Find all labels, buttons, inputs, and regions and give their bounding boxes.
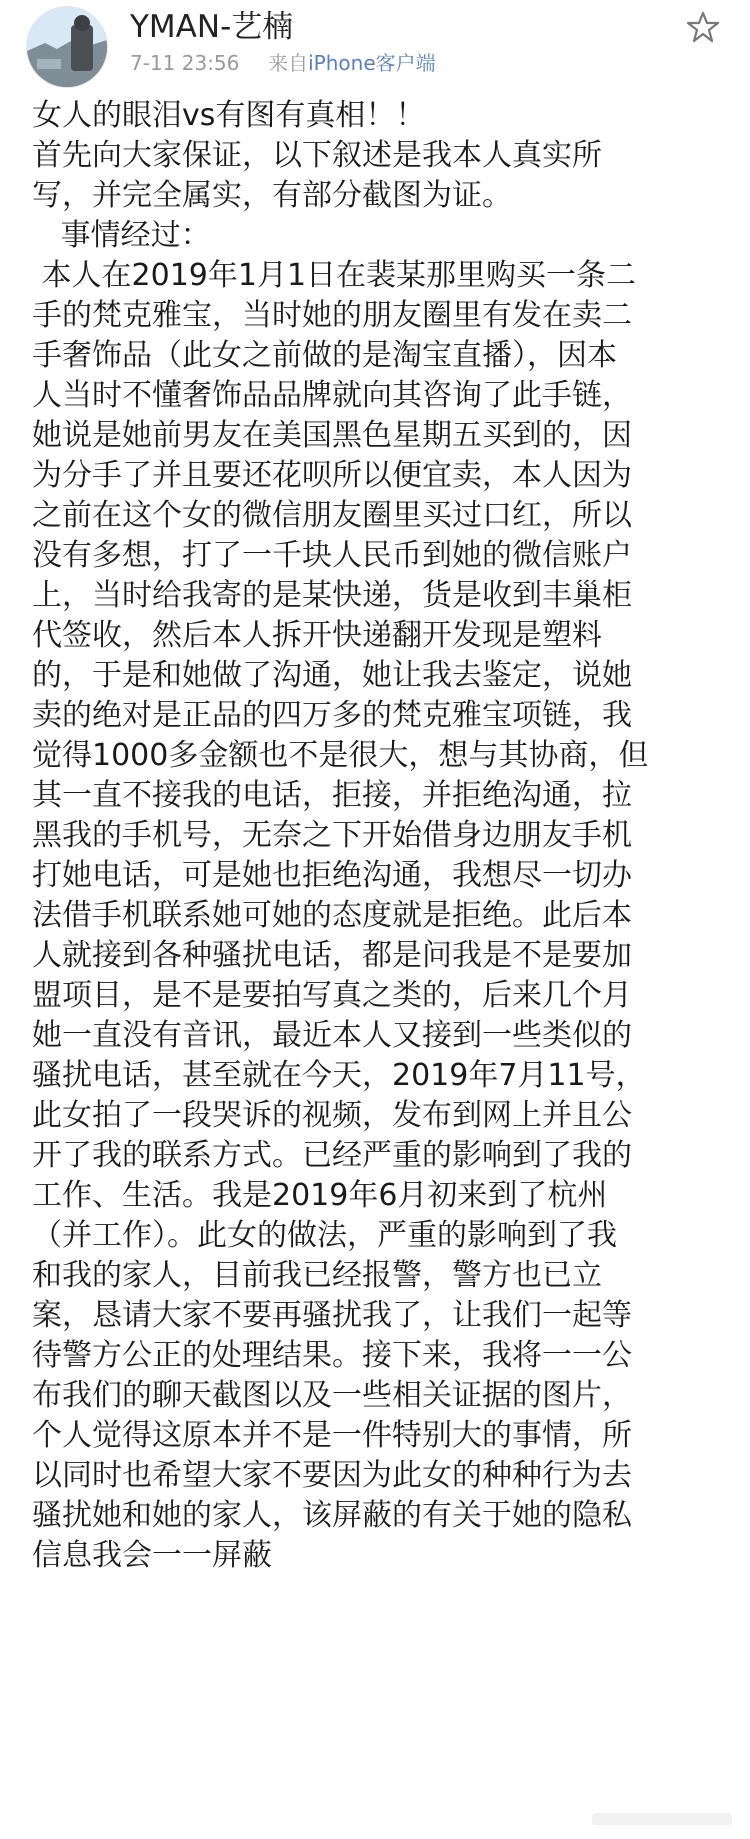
content-line: 她一直没有音讯，最近本人又接到一些类似的 [32, 1018, 632, 1053]
content-line: 和我的家人，目前我已经报警，警方也已立 [32, 1258, 602, 1293]
source-app-link[interactable]: iPhone客户端 [308, 51, 436, 75]
favorite-button[interactable] [686, 10, 720, 44]
content-line: 首先向大家保证，以下叙述是我本人真实所 [32, 138, 602, 173]
content-line: 上，当时给我寄的是某快递，货是收到丰巢柜 [32, 578, 632, 613]
post-header [0, 0, 750, 90]
content-line: 没有多想，打了一千块人民币到她的微信账户 [32, 538, 632, 573]
content-line: 卖的绝对是正品的四万多的梵克雅宝项链，我 [32, 698, 632, 733]
content-line: 待警方公正的处理结果。接下来，我将一一公 [32, 1338, 632, 1373]
watermark-icon [592, 1809, 732, 1829]
content-line: 觉得1000多金额也不是很大，想与其协商，但 [32, 738, 649, 773]
content-line: 的，于是和她做了沟通，她让我去鉴定，说她 [32, 658, 632, 693]
content-line: 骚扰她和她的家人，该屏蔽的有关于她的隐私 [32, 1498, 632, 1533]
content-line: 工作、生活。我是2019年6月初来到了杭州 [32, 1178, 608, 1213]
content-line: 她说是她前男友在美国黑色星期五买到的，因 [32, 418, 632, 453]
content-line: 此女拍了一段哭诉的视频，发布到网上并且公 [32, 1098, 632, 1133]
content-line: 事情经过： [32, 218, 211, 253]
content-line: 骚扰电话，甚至就在今天，2019年7月11号， [32, 1058, 646, 1093]
content-line: 布我们的聊天截图以及一些相关证据的图片， [32, 1378, 632, 1413]
watermark [592, 1809, 732, 1829]
content-line: 个人觉得这原本并不是一件特别大的事情，所 [32, 1418, 632, 1453]
source-prefix: 来自 [268, 51, 309, 75]
content-line: 其一直不接我的电话，拒接，并拒绝沟通，拉 [32, 778, 632, 813]
post-timestamp: 7-11 23:56 [130, 51, 240, 75]
content-line: 本人在2019年1月1日在裴某那里购买一条二 [32, 258, 637, 293]
content-line: 手的梵克雅宝，当时她的朋友圈里有发在卖二 [32, 298, 632, 333]
avatar-image-icon [27, 7, 107, 87]
content-line: 信息我会一一屏蔽 [32, 1538, 272, 1573]
content-line: 以同时也希望大家不要因为此女的种种行为去 [32, 1458, 632, 1493]
content-line: 盟项目，是不是要拍写真之类的，后来几个月 [32, 978, 632, 1013]
content-line: 写，并完全属实，有部分截图为证。 [32, 178, 512, 213]
content-line: 黑我的手机号，无奈之下开始借身边朋友手机 [32, 818, 632, 853]
content-line: 为分手了并且要还花呗所以便宜卖，本人因为 [32, 458, 632, 493]
content-line: 案，恳请大家不要再骚扰我了，让我们一起等 [32, 1298, 632, 1333]
content-line: 开了我的联系方式。已经严重的影响到了我的 [32, 1138, 632, 1173]
content-line: 法借手机联系她可她的态度就是拒绝。此后本 [32, 898, 632, 933]
content-line: 人就接到各种骚扰电话，都是问我是不是要加 [32, 938, 632, 973]
username[interactable]: YMAN-艺楠 [130, 9, 294, 45]
content-line: 人当时不懂奢饰品品牌就向其咨询了此手链， [32, 378, 632, 413]
avatar[interactable] [26, 6, 108, 88]
content-line: 手奢饰品（此女之前做的是淘宝直播），因本 [32, 338, 617, 373]
post-meta [130, 50, 436, 76]
content-line: （并工作）。此女的做法，严重的影响到了我 [32, 1218, 617, 1253]
content-line: 代签收，然后本人拆开快递翻开发现是塑料 [32, 618, 602, 653]
content-line: 打她电话，可是她也拒绝沟通，我想尽一切办 [32, 858, 632, 893]
content-line: 女人的眼泪vs有图有真相！！ [32, 98, 426, 133]
star-outline-icon [686, 10, 720, 44]
content-line: 之前在这个女的微信朋友圈里买过口红，所以 [32, 498, 632, 533]
